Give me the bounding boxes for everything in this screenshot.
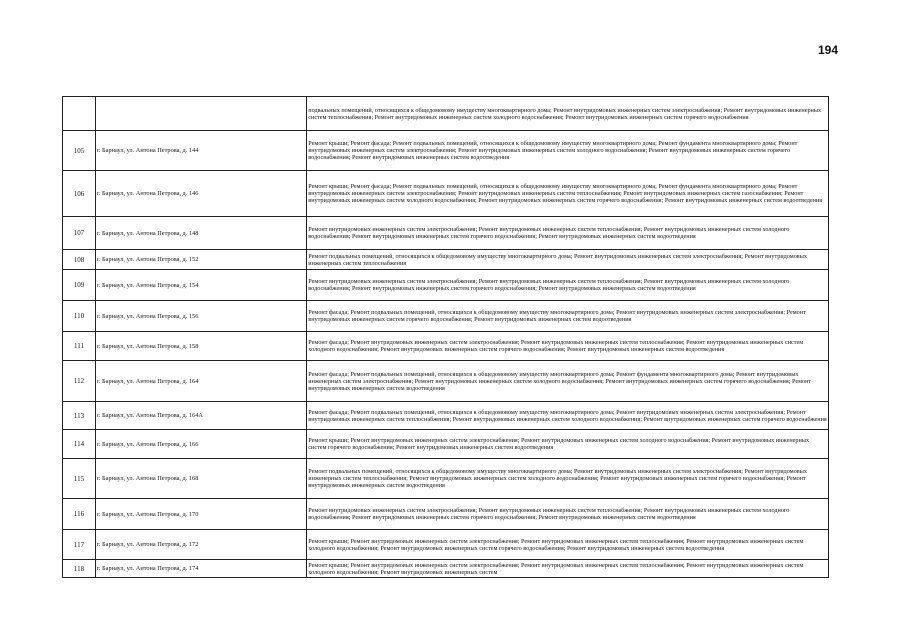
row-address: г. Барнаул, ул. Антона Петрова, д. 144 [96,131,307,171]
table-row [63,560,829,578]
row-address: г. Барнаул, ул. Антона Петрова, д. 158 [96,332,307,361]
row-address: г. Барнаул, ул. Антона Петрова, д. 152 [96,250,307,270]
row-number: 108 [63,250,96,270]
row-number: 114 [63,430,96,459]
row-number: 116 [63,499,96,530]
row-works [307,97,829,131]
row-address [96,97,307,131]
row-works-text: Ремонт фасада; Ремонт подвальных помещений, относящихся к общедомовому имуществу многоквартирного дома; Ремонт внутридомовых инженерных систем электроснабжения; Ремонт внутридомовых инженерных систем горячего водоснабжения; Ремонт внутридомовых инженерных систем водоотведения [308,309,806,323]
page-number: 194 [818,43,839,57]
row-works-text: Ремонт подвальных помещений, относящихся к общедомовому имуществу многоквартирного дома; Ремонт внутридомовых инженерных систем электроснабжения; Ремонт внутридомовых инженерных систем теплоснабжения [308,252,807,267]
row-works [307,131,829,171]
row-works-text: Ремонт крыши; Ремонт внутридомовых инженерных систем электроснабжения; Ремонт внутридомовых инженерных систем холодного водоснабжения; Ремонт внутридомовых инженерных систем горячего водоснабжения; Ремонт внутридомовых инженерных систем водоотведения [308,437,810,451]
row-works-text: подвальных помещений, относящихся к общедомовому имуществу многоквартирного дома; Ремонт внутридомовых инженерных систем электроснабжения; Ремонт внутридомовых инженерных систем теплоснабжения; Ремонт внутридомовых инженерных систем холодного водоснабжения; Ремонт внутридомовых инженерных систем горячего водоснабжения [308,106,822,121]
row-works-text: Ремонт крыши; Ремонт фасада; Ремонт подвальных помещений, относящихся к общедомовому имуществу многоквартирного дома; Ремонт фундамента многоквартирного дома; Ремонт внутридомовых инженерных систем электроснабжения; Ремонт внутридомовых инженерных систем теплоснабжения; Ремонт внутридомовых инженерных систем газоснабжения; Ремонт внутридомовых инженерных систем холодного водоснабжения; Ремонт внутридомовых инженерных систем горячего водоснабжения; Ремонт внутридомовых инженерных систем водоотведения [308,183,823,204]
table-row [63,131,829,171]
row-number: 118 [63,560,96,578]
row-address: г. Барнаул, ул. Антона Петрова, д. 164 [96,361,307,402]
row-address: г. Барнаул, ул. Антона Петрова, д. 172 [96,530,307,560]
row-address: г. Барнаул, ул. Антона Петрова, д. 154 [96,270,307,301]
row-works-text: Ремонт подвальных помещений, относящихся к общедомовому имуществу многоквартирного дома; Ремонт внутридомовых инженерных систем электроснабжения; Ремонт внутридомовых инженерных систем теплоснабжения; Ремонт внутридомовых инженерных систем холодного водоснабжения; Ремонт внутридомовых инженерных систем горячего водоснабжения; Ремонт внутридомовых инженерных систем водоотведения [308,468,807,489]
row-number: 107 [63,217,96,250]
row-works [307,217,829,250]
row-address: г. Барнаул, ул. Антона Петрова, д. 164А [96,402,307,430]
row-works-text: Ремонт фасада; Ремонт подвальных помещений, относящихся к общедомовому имуществу многоквартирного дома; Ремонт фундамента многоквартирного дома; Ремонт внутридомовых инженерных систем электроснабжения; Ремонт внутридомовых инженерных систем холодного водоснабжения; Ремонт внутридомовых инженерных систем горячего водоснабжения; Ремонт внутридомовых инженерных систем водоотведения [308,370,812,392]
row-number: 106 [63,171,96,217]
table-row [63,459,829,499]
row-works [307,250,829,270]
row-address: г. Барнаул, ул. Антона Петрова, д. 156 [96,301,307,332]
row-number: 113 [63,402,96,430]
table-row [63,250,829,270]
row-address: г. Барнаул, ул. Антона Петрова, д. 168 [96,459,307,499]
table-row [63,97,829,131]
row-works [307,270,829,301]
table-row [63,332,829,361]
row-number: 112 [63,361,96,402]
row-works [307,402,829,430]
row-works [307,361,829,402]
row-address: г. Барнаул, ул. Антона Петрова, д. 170 [96,499,307,530]
row-number: 105 [63,131,96,171]
row-address: г. Барнаул, ул. Антона Петрова, д. 148 [96,217,307,250]
row-works [307,530,829,560]
table-row [63,301,829,332]
table-row [63,217,829,250]
table-row [63,171,829,217]
row-works [307,332,829,361]
table-row [63,499,829,530]
row-address: г. Барнаул, ул. Антона Петрова, д. 146 [96,171,307,217]
row-works-text: Ремонт внутридомовых инженерных систем электроснабжения; Ремонт внутридомовых инженерных систем теплоснабжения; Ремонт внутридомовых инженерных систем холодного водоснабжения; Ремонт внутридомовых инженерных систем горячего водоснабжения; Ремонт внутридомовых инженерных систем водоотведения [308,507,790,521]
row-number: 117 [63,530,96,560]
table-row [63,530,829,560]
table-row [63,402,829,430]
row-address: г. Барнаул, ул. Антона Петрова, д. 166 [96,430,307,459]
table-row [63,430,829,459]
row-number: 115 [63,459,96,499]
row-works-text: Ремонт крыши; Ремонт фасада; Ремонт подвальных помещений, относящихся к общедомовому имуществу многоквартирного дома; Ремонт фундамента многоквартирного дома; Ремонт внутридомовых инженерных систем электроснабжения; Ремонт внутридомовых инженерных систем холодного водоснабжения; Ремонт внутридомовых инженерных систем горячего водоснабжения; Ремонт внутридомовых инженерных систем водоотведения [308,140,798,161]
row-works [307,171,829,217]
registry-table [62,96,829,578]
row-address: г. Барнаул, ул. Антона Петрова, д. 174 [96,560,307,578]
row-works-text: Ремонт внутридомовых инженерных систем электроснабжения; Ремонт внутридомовых инженерных систем теплоснабжения; Ремонт внутридомовых инженерных систем холодного водоснабжения; Ремонт внутридомовых инженерных систем горячего водоснабжения; Ремонт внутридомовых инженерных систем водоотведения [308,226,790,240]
table-row [63,270,829,301]
row-works [307,301,829,332]
row-number [63,97,96,131]
row-number: 110 [63,301,96,332]
row-works [307,430,829,459]
row-works-text: Ремонт фасада; Ремонт подвальных помещений, относящихся к общедомовому имуществу многоквартирного дома; Ремонт внутридомовых инженерных систем электроснабжения; Ремонт внутридомовых инженерных систем теплоснабжения; Ремонт внутридомовых инженерных систем холодного водоснабжения; Ремонт внутридомовых инженерных систем горячего водоснабжения [308,408,827,423]
row-works-text: Ремонт крыши; Ремонт внутридомовых инженерных систем электроснабжения; Ремонт внутридомовых инженерных систем теплоснабжения; Ремонт внутридомовых инженерных систем холодного водоснабжения; Ремонт внутридомовых инженерных систем горячего водоснабжения; Ремонт внутридомовых инженерных систем водоотведения [308,537,804,552]
row-works [307,560,829,578]
table-row [63,361,829,402]
row-works-text: Ремонт крыши; Ремонт внутридомовых инженерных систем электроснабжения; Ремонт внутридомовых инженерных систем теплоснабжения; Ремонт внутридомовых инженерных систем холодного водоснабжения; Ремонт внутридомовых инженерных систем [308,561,804,576]
row-works [307,499,829,530]
row-number: 111 [63,332,96,361]
row-number: 109 [63,270,96,301]
row-works-text: Ремонт внутридомовых инженерных систем электроснабжения; Ремонт внутридомовых инженерных систем теплоснабжения; Ремонт внутридомовых инженерных систем холодного водоснабжения; Ремонт внутридомовых инженерных систем горячего водоснабжения; Ремонт внутридомовых инженерных систем водоотведения [308,278,790,292]
row-works-text: Ремонт фасада; Ремонт внутридомовых инженерных систем электроснабжения; Ремонт внутридомовых инженерных систем теплоснабжения; Ремонт внутридомовых инженерных систем холодного водоснабжения; Ремонт внутридомовых инженерных систем горячего водоснабжения; Ремонт внутридомовых инженерных систем водоотведения [308,339,804,353]
row-works [307,459,829,499]
